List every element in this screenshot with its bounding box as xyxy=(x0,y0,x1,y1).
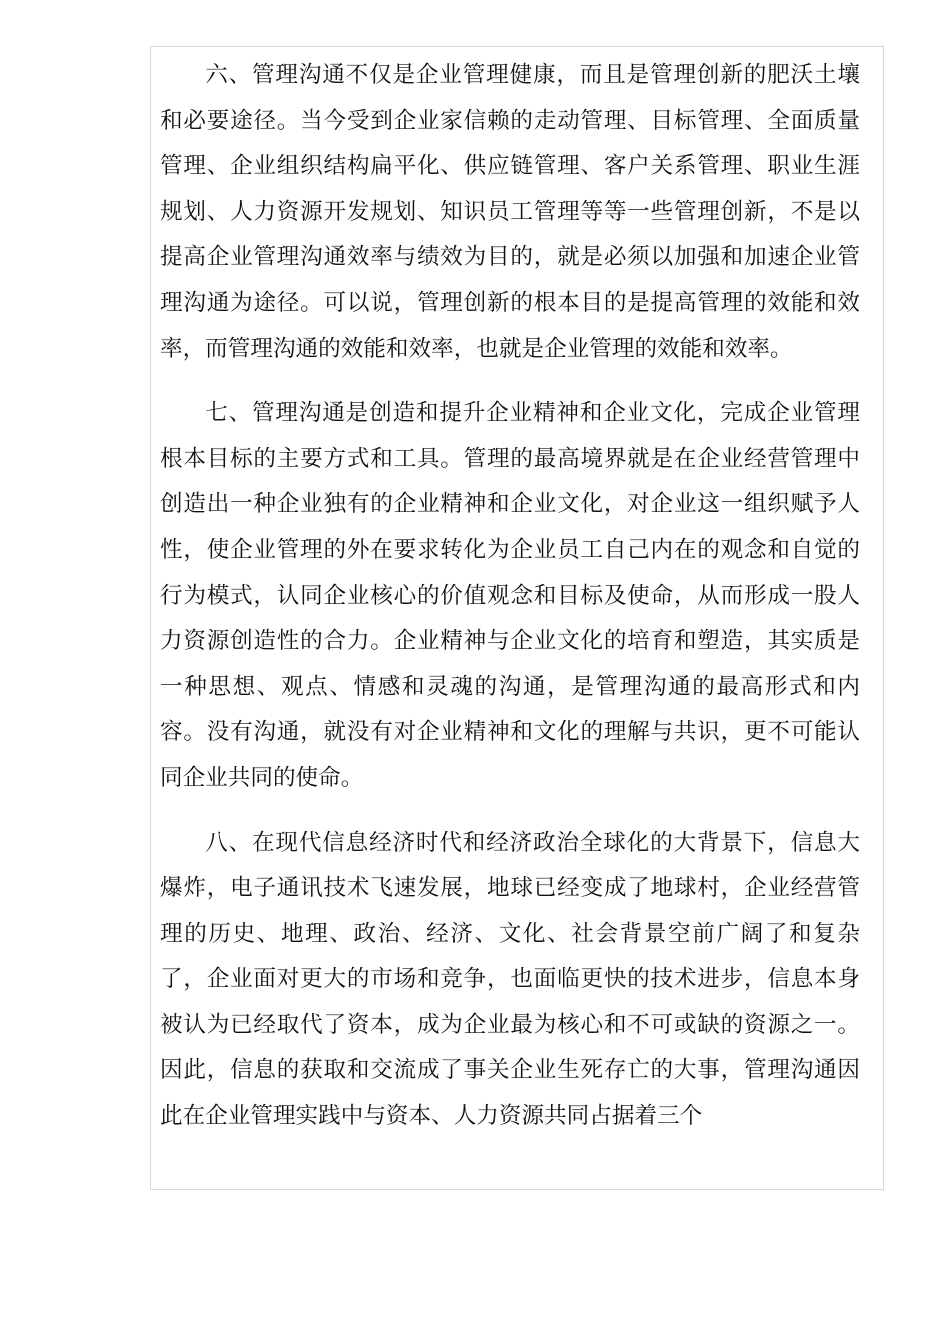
paragraph-six: 六、管理沟通不仅是企业管理健康，而且是管理创新的肥沃土壤和必要途径。当今受到企业家信赖的走动管理、目标管理、全面质量管理、企业组织结构扁平化、供应链管理、客户关系管理、职业生涯规划、人力资源开发规划、知识员工管理等等一些管理创新，不是以提高企业管理沟通效率与绩效为目的，就是必须以加强和加速企业管理沟通为途径。可以说，管理创新的根本目的是提高管理的效能和效率，而管理沟通的效能和效率，也就是企业管理的效能和效率。 xyxy=(160,62,860,362)
paragraph-seven: 七、管理沟通是创造和提升企业精神和企业文化，完成企业管理根本目标的主要方式和工具。管理的最高境界就是在企业经营管理中创造出一种企业独有的企业精神和企业文化，对企业这一组织赋予人性，使企业管理的外在要求转化为企业员工自己内在的观念和自觉的行为模式，认同企业核心的价值观念和目标及使命，从而形成一股人力资源创造性的合力。企业精神与企业文化的培育和塑造，其实质是一种思想、观点、情感和灵魂的沟通，是管理沟通的最高形式和内容。没有沟通，就没有对企业精神和文化的理解与共识，更不可能认同企业共同的使命。 xyxy=(160,400,860,791)
paragraph-eight: 八、在现代信息经济时代和经济政治全球化的大背景下，信息大爆炸，电子通讯技术飞速发展，地球已经变成了地球村，企业经营管理的历史、地理、政治、经济、文化、社会背景空前广阔了和复杂了，企业面对更大的市场和竞争，也面临更快的技术进步，信息本身被认为已经取代了资本，成为企业最为核心和不可或缺的资源之一。因此，信息的获取和交流成了事关企业生死存亡的大事，管理沟通因此在企业管理实践中与资本、人力资源共同占据着三个 xyxy=(160,829,860,1130)
document-body xyxy=(160,53,860,1159)
